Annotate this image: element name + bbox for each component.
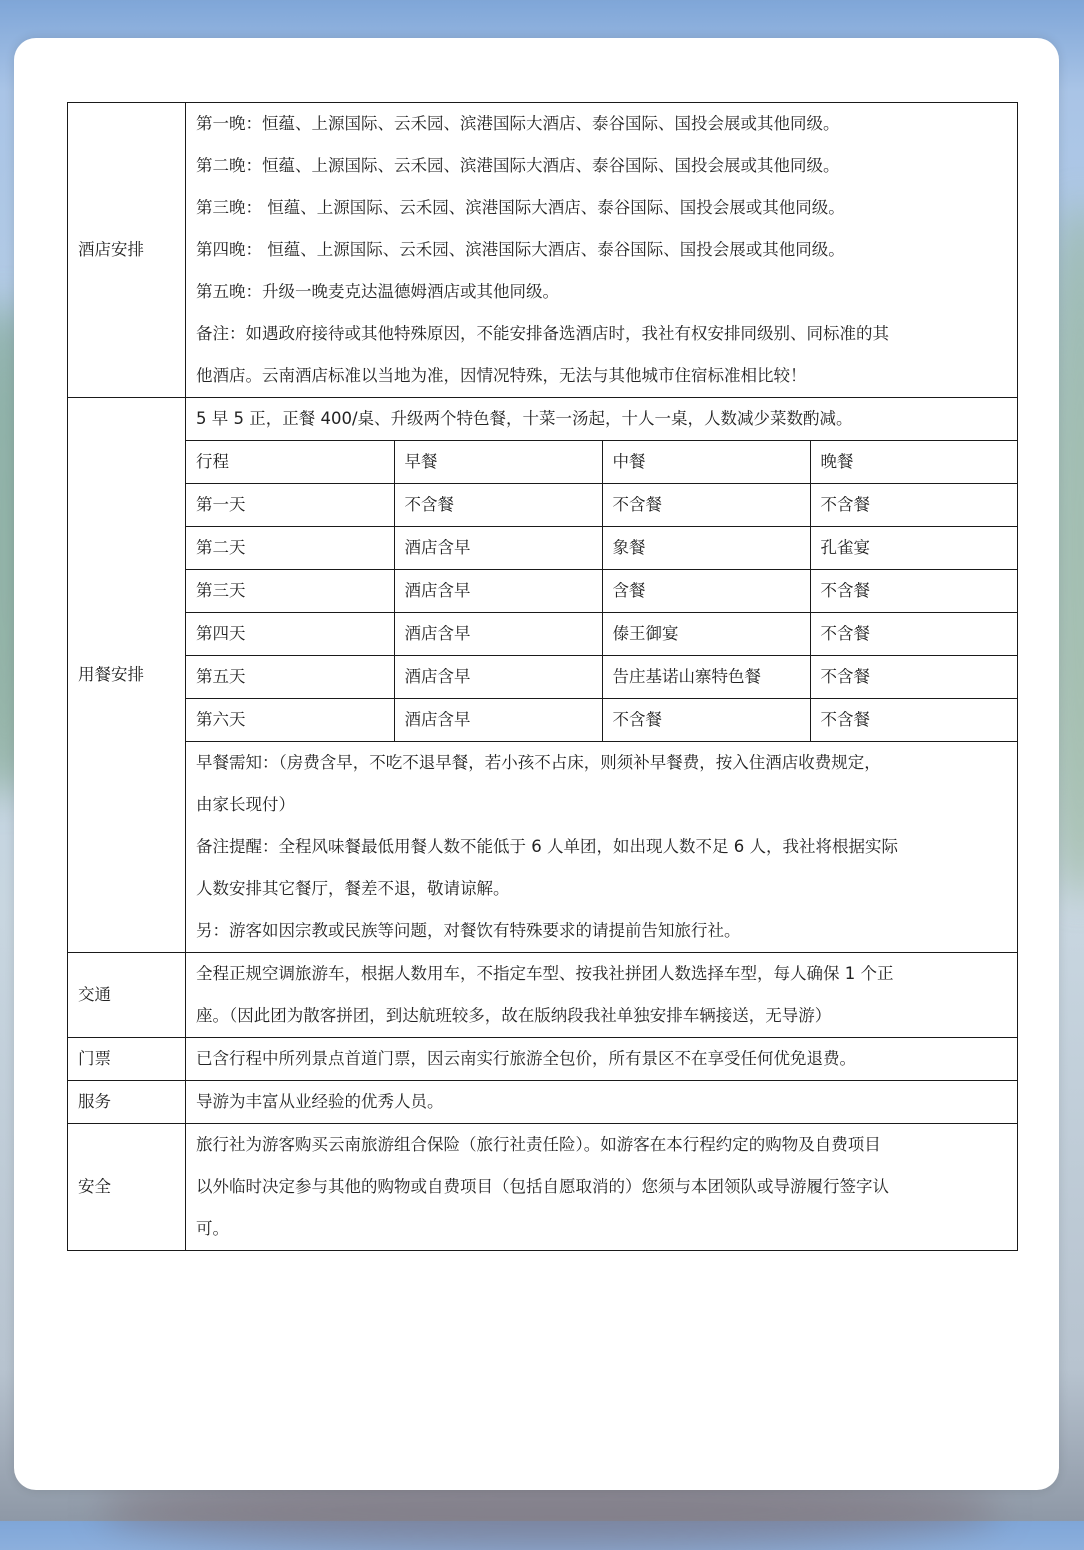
transport-content bbox=[186, 953, 1018, 1038]
meal-cell: 告庄基诺山寨特色餐 bbox=[602, 656, 810, 699]
meal-cell: 不含餐 bbox=[810, 656, 1017, 699]
meals-notes bbox=[186, 741, 1017, 952]
meal-cell: 第四天 bbox=[186, 613, 394, 656]
meal-cell: 酒店含早 bbox=[394, 613, 602, 656]
meal-cell: 不含餐 bbox=[394, 484, 602, 527]
meal-header-cell: 晚餐 bbox=[810, 441, 1017, 484]
meal-cell: 第六天 bbox=[186, 699, 394, 742]
meal-cell: 不含餐 bbox=[602, 699, 810, 742]
meal-row bbox=[186, 570, 1017, 613]
meal-header-cell: 早餐 bbox=[394, 441, 602, 484]
meal-row bbox=[186, 613, 1017, 656]
meal-cell: 酒店含早 bbox=[394, 527, 602, 570]
meals-note-line: 人数安排其它餐厅，餐差不退，敬请谅解。 bbox=[196, 879, 510, 898]
meal-row bbox=[186, 656, 1017, 699]
hotel-line: 第三晚： 恒蕴、上源国际、云禾园、滨港国际大酒店、泰谷国际、国投会展或其他同级。 bbox=[196, 198, 845, 217]
meal-header-row bbox=[186, 441, 1017, 484]
meals-content bbox=[186, 398, 1018, 953]
safety-row bbox=[68, 1124, 1018, 1251]
tickets-row bbox=[68, 1038, 1018, 1081]
hotel-line: 第四晚： 恒蕴、上源国际、云禾园、滨港国际大酒店、泰谷国际、国投会展或其他同级。 bbox=[196, 240, 845, 259]
meal-cell: 傣王御宴 bbox=[602, 613, 810, 656]
hotel-note: 他酒店。云南酒店标准以当地为准，因情况特殊，无法与其他城市住宿标准相比较！ bbox=[196, 366, 807, 385]
safety-line: 旅行社为游客购买云南旅游组合保险（旅行社责任险）。如游客在本行程约定的购物及自费项目 bbox=[196, 1135, 881, 1154]
meal-cell: 不含餐 bbox=[810, 699, 1017, 742]
meal-cell: 孔雀宴 bbox=[810, 527, 1017, 570]
meal-cell: 象餐 bbox=[602, 527, 810, 570]
meal-row bbox=[186, 699, 1017, 742]
meal-cell: 酒店含早 bbox=[394, 699, 602, 742]
meal-cell: 含餐 bbox=[602, 570, 810, 613]
tickets-label: 门票 bbox=[68, 1038, 186, 1081]
hotel-row bbox=[68, 103, 1018, 398]
safety-line: 可。 bbox=[196, 1219, 229, 1238]
meal-cell: 酒店含早 bbox=[394, 656, 602, 699]
hotel-content bbox=[186, 103, 1018, 398]
meals-note-line: 备注提醒：全程风味餐最低用餐人数不能低于 6 人单团，如出现人数不足 6 人，我社将根据实际 bbox=[196, 837, 898, 856]
meal-cell: 酒店含早 bbox=[394, 570, 602, 613]
meals-note-line: 由家长现付） bbox=[196, 795, 295, 814]
tickets-text: 已含行程中所列景点首道门票，因云南实行旅游全包价，所有景区不在享受任何优免退费。 bbox=[196, 1049, 856, 1068]
meal-cell: 第二天 bbox=[186, 527, 394, 570]
meal-cell: 不含餐 bbox=[810, 613, 1017, 656]
meal-cell: 不含餐 bbox=[602, 484, 810, 527]
transport-label: 交通 bbox=[68, 953, 186, 1038]
itinerary-table bbox=[67, 102, 1018, 1251]
safety-line: 以外临时决定参与其他的购物或自费项目（包括自愿取消的）您须与本团领队或导游履行签字认 bbox=[196, 1177, 889, 1196]
hotel-line: 第一晚：恒蕴、上源国际、云禾园、滨港国际大酒店、泰谷国际、国投会展或其他同级。 bbox=[196, 114, 840, 133]
meal-cell: 第三天 bbox=[186, 570, 394, 613]
tickets-content bbox=[186, 1038, 1018, 1081]
hotel-line: 第五晚：升级一晚麦克达温德姆酒店或其他同级。 bbox=[196, 282, 559, 301]
meals-note-line: 早餐需知：（房费含早，不吃不退早餐，若小孩不占床，则须补早餐费，按入住酒店收费规定， bbox=[196, 753, 881, 772]
service-text: 导游为丰富从业经验的优秀人员。 bbox=[196, 1092, 444, 1111]
meal-cell: 第五天 bbox=[186, 656, 394, 699]
transport-line: 座。（因此团为散客拼团，到达航班较多，故在版纳段我社单独安排车辆接送，无导游） bbox=[196, 1006, 832, 1025]
meals-note-line: 另：游客如因宗教或民族等问题，对餐饮有特殊要求的请提前告知旅行社。 bbox=[196, 921, 741, 940]
transport-line: 全程正规空调旅游车，根据人数用车，不指定车型、按我社拼团人数选择车型，每人确保 1 个正 bbox=[196, 964, 894, 983]
service-row bbox=[68, 1081, 1018, 1124]
hotel-line: 第二晚：恒蕴、上源国际、云禾园、滨港国际大酒店、泰谷国际、国投会展或其他同级。 bbox=[196, 156, 840, 175]
meal-row bbox=[186, 527, 1017, 570]
meal-cell: 不含餐 bbox=[810, 570, 1017, 613]
meals-label: 用餐安排 bbox=[68, 398, 186, 953]
meals-intro: 5 早 5 正，正餐 400/桌、升级两个特色餐，十菜一汤起，十人一桌，人数减少菜数酌减。 bbox=[186, 398, 1017, 441]
service-content bbox=[186, 1081, 1018, 1124]
service-label: 服务 bbox=[68, 1081, 186, 1124]
safety-label: 安全 bbox=[68, 1124, 186, 1251]
hotel-note: 备注：如遇政府接待或其他特殊原因，不能安排备选酒店时，我社有权安排同级别、同标准的其 bbox=[196, 324, 889, 343]
document-page bbox=[14, 38, 1059, 1490]
meal-schedule-table bbox=[186, 441, 1017, 741]
meal-header-cell: 中餐 bbox=[602, 441, 810, 484]
meals-row bbox=[68, 398, 1018, 953]
safety-content bbox=[186, 1124, 1018, 1251]
transport-row bbox=[68, 953, 1018, 1038]
meal-cell: 不含餐 bbox=[810, 484, 1017, 527]
meal-cell: 第一天 bbox=[186, 484, 394, 527]
meal-row bbox=[186, 484, 1017, 527]
meal-header-cell: 行程 bbox=[186, 441, 394, 484]
hotel-label: 酒店安排 bbox=[68, 103, 186, 398]
